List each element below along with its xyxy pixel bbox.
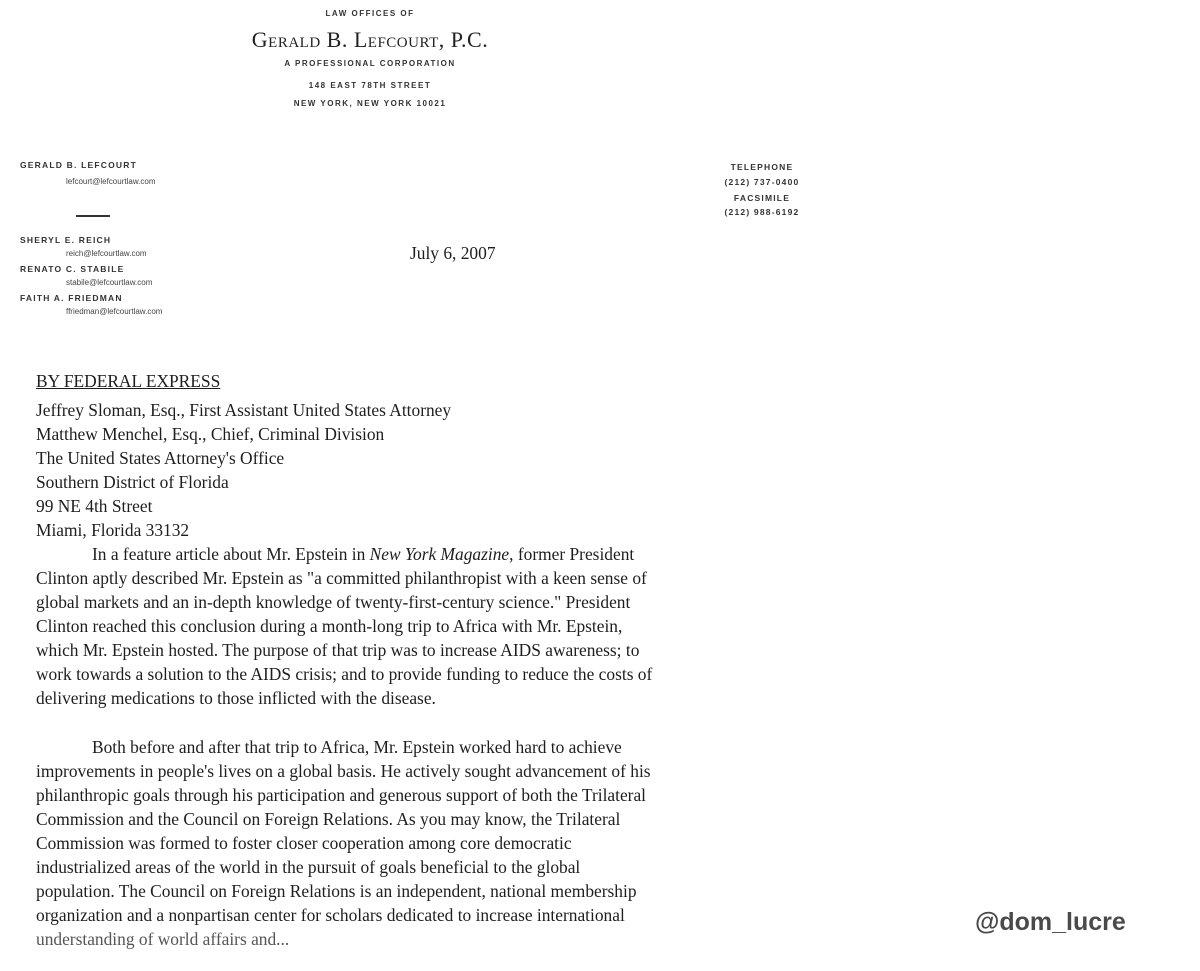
paragraph-line: Clinton aptly described Mr. Epstein as "a committed philanthropist with a keen sense of xyxy=(36,568,647,588)
telephone-label: TELEPHONE xyxy=(730,162,794,172)
paragraph-line: Commission and the Council on Foreign Relations. As you may know, the Trilateral xyxy=(36,809,621,829)
attorney-name: RENATO C. STABILE xyxy=(20,264,125,274)
facsimile-number: (212) 988-6192 xyxy=(724,207,800,217)
attorney-email: stabile@lefcourtlaw.com xyxy=(66,278,153,287)
paragraph-line: global markets and an in-depth knowledge of twenty-first-century science." President xyxy=(36,592,631,612)
paragraph-line: delivering medications to those inflicted with the disease. xyxy=(36,688,436,708)
corporation-label: A PROFESSIONAL CORPORATION xyxy=(284,59,456,68)
facsimile-label: FACSIMILE xyxy=(733,193,791,203)
paragraph-line: organization and a nonpartisan center for scholars dedicated to increase international xyxy=(36,905,625,925)
address-line: Jeffrey Sloman, Esq., First Assistant United States Attorney xyxy=(36,400,452,420)
address-line: Southern District of Florida xyxy=(36,472,229,492)
address-line: Matthew Menchel, Esq., Chief, Criminal Division xyxy=(36,424,385,444)
paragraph-line xyxy=(92,544,634,565)
text: In a feature article about Mr. Epstein in xyxy=(92,544,370,564)
attorney-email: reich@lefcourtlaw.com xyxy=(66,249,147,258)
paragraph-line: philanthropic goals through his participation and generous support of both the Trilateral xyxy=(36,785,647,805)
paragraph-line: Both before and after that trip to Africa, Mr. Epstein worked hard to achieve xyxy=(92,737,622,757)
paragraph-line: improvements in people's lives on a global basis. He actively sought advancement of his xyxy=(36,761,651,781)
paragraph-line: which Mr. Epstein hosted. The purpose of that trip was to increase AIDS awareness; to xyxy=(36,640,640,660)
text: , former President xyxy=(509,544,635,564)
paragraph-line: Commission was formed to foster closer cooperation among core democratic xyxy=(36,833,572,853)
address-line: Miami, Florida 33132 xyxy=(36,520,190,540)
paragraph-line: industrialized areas of the world in the pursuit of goals beneficial to the global xyxy=(36,857,581,877)
paragraph-line: understanding of world affairs and... xyxy=(36,929,290,949)
telephone-number: (212) 737-0400 xyxy=(724,177,800,187)
attorney-name: FAITH A. FRIEDMAN xyxy=(20,293,123,303)
attorney-name: SHERYL E. REICH xyxy=(20,235,112,245)
magazine-title: New York Magazine xyxy=(369,544,510,564)
address-line: 99 NE 4th Street xyxy=(36,496,153,516)
firm-name: Gerald B. Lefcourt, P.C. xyxy=(251,27,489,52)
paragraph-line: population. The Council on Foreign Relations is an independent, national membership xyxy=(36,881,637,901)
divider xyxy=(76,215,110,217)
paragraph-line: work towards a solution to the AIDS crisis; and to provide funding to reduce the costs of xyxy=(36,664,653,684)
letter-date: July 6, 2007 xyxy=(410,243,496,263)
firm-street: 148 EAST 78TH STREET xyxy=(308,81,432,90)
law-offices-label: LAW OFFICES OF xyxy=(325,9,415,18)
address-line: The United States Attorney's Office xyxy=(36,448,285,468)
attorney-name: GERALD B. LEFCOURT xyxy=(20,160,137,170)
watermark: @dom_lucre xyxy=(975,908,1126,936)
attorney-email: lefcourt@lefcourtlaw.com xyxy=(66,177,156,186)
attorney-email: ffriedman@lefcourtlaw.com xyxy=(66,307,163,316)
delivery-method: BY FEDERAL EXPRESS xyxy=(36,371,221,391)
firm-city: NEW YORK, NEW YORK 10021 xyxy=(293,99,447,108)
paragraph-line: Clinton reached this conclusion during a month-long trip to Africa with Mr. Epstein, xyxy=(36,616,623,636)
